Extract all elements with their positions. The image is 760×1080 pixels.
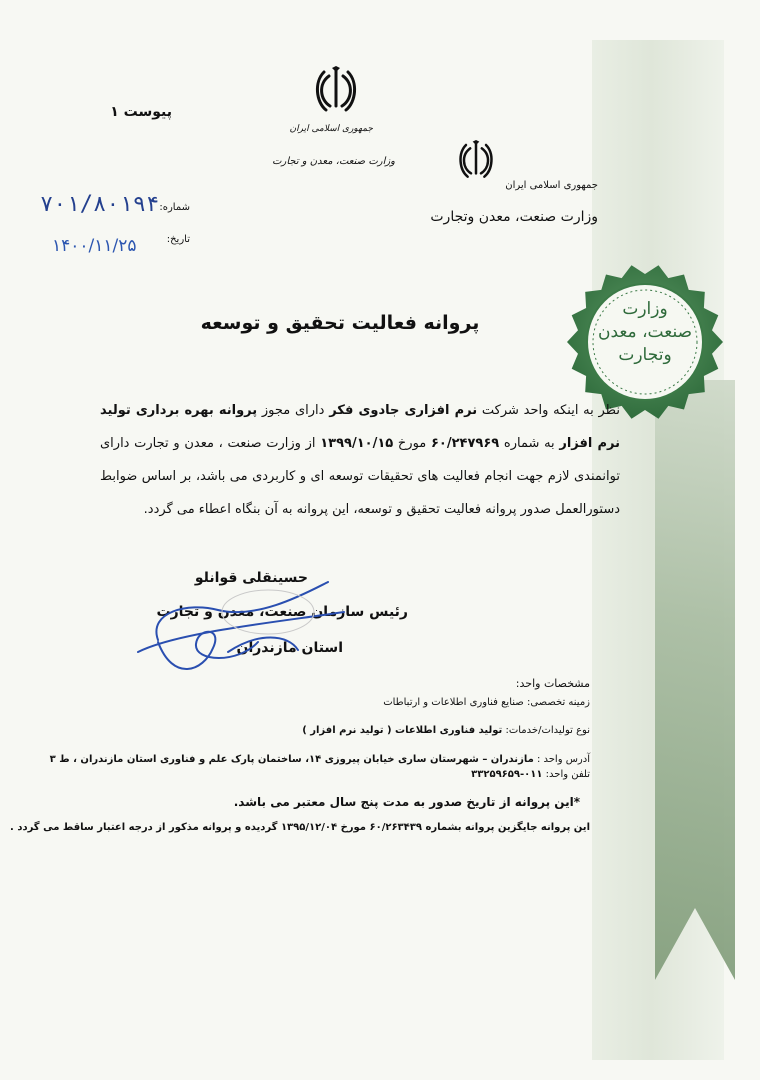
specs-heading: مشخصات واحد: — [515, 677, 590, 690]
products-value: تولید فناوری اطلاعات ( تولید نرم افزار ) — [302, 725, 503, 736]
header-right-country: جمهوری اسلامی ایران — [505, 180, 598, 191]
products-label: نوع تولیدات/خدمات: — [505, 725, 590, 736]
replacement-note: این پروانه جایگزین پروانه بشماره ۶۰/۲۶۳۴۳۹ مورخ ۱۳۹۵/۱۲/۰۴ گردیده و پروانه مذکور از درجه اعتبار ساقط می گردد . — [10, 822, 590, 833]
signatory-name: حسینقلی قوانلو — [194, 570, 308, 586]
number-label: شماره: — [159, 202, 190, 213]
phone-value: ۰۱۱-۳۳۲۵۹۶۵۹ — [471, 769, 543, 780]
iran-emblem-icon — [314, 66, 358, 114]
certificate-body — [100, 394, 620, 526]
header-right-ministry: وزارت صنعت، معدن وتجارت — [430, 209, 598, 225]
iran-emblem-icon — [454, 140, 498, 180]
handwritten-signature — [118, 572, 348, 682]
seal-text — [595, 298, 695, 367]
signatory-province: استان مازندران — [236, 640, 343, 656]
number-value: ۷۰۱/۸۰۱۹۴ — [40, 192, 160, 217]
validity-note: *این پروانه از تاریخ صدور به مدت پنج سال معتبر می باشد. — [233, 795, 580, 809]
phone-label: تلفن واحد: — [545, 769, 590, 780]
address-value: مازندران – شهرستان ساری خیابان پیروزی ۱۴، ساختمان پارک علم و فناوری استان مازندران ، ط ۳ — [49, 754, 534, 765]
specs-products-row — [302, 725, 590, 736]
date-label: تاریخ: — [166, 234, 190, 245]
body-part-2: دارای مجوز — [261, 403, 325, 418]
company-name: نرم افزاری جادوی فکر — [329, 403, 478, 418]
address-label: آدرس واحد : — [536, 754, 590, 765]
body-part-1: نظر به اینکه واحد شرکت — [481, 403, 620, 418]
field-value: صنایع فناوری اطلاعات و ارتباطات — [383, 697, 524, 708]
seal-line-3: وتجارت — [618, 345, 672, 365]
annex-label: پیوست ۱ — [110, 104, 172, 120]
license-number: ۶۰/۲۴۷۹۶۹ — [430, 436, 500, 451]
specs-field-row — [383, 697, 590, 708]
seal-line-1: وزارت — [622, 299, 668, 319]
field-label: زمینه تخصصی: — [526, 697, 590, 708]
body-part-4: مورخ — [397, 436, 427, 451]
header-left-country: جمهوری اسلامی ایران — [289, 124, 373, 134]
license-date: ۱۳۹۹/۱۰/۱۵ — [320, 436, 394, 451]
specs-phone-row — [471, 769, 590, 780]
signatory-title: رئیس سازمان صنعت، معدن و تجارت — [156, 604, 408, 620]
ribbon-tail — [655, 380, 735, 980]
seal-line-2: صنعت، معدن — [597, 322, 693, 342]
certificate-title: پروانه فعالیت تحقیق و توسعه — [200, 312, 480, 334]
date-value: ۱۴۰۰/۱۱/۲۵ — [52, 236, 137, 256]
body-part-3: به شماره — [503, 436, 555, 451]
specs-address-row — [50, 754, 590, 765]
license-type: پروانه بهره برداری تولید نرم افزار — [100, 403, 620, 451]
header-left-ministry: وزارت صنعت، معدن و تجارت — [272, 156, 395, 167]
body-part-5: از وزارت صنعت ، معدن و تجارت دارای توانمندی لازم جهت انجام فعالیت های تحقیقات توسعه ای و کاربردی می باشد، بر اساس ضوابط دستورالعمل صدور پروانه فعالیت تحقیق و توسعه، این پروانه به آن بنگاه اعطاء می گردد. — [100, 436, 620, 517]
